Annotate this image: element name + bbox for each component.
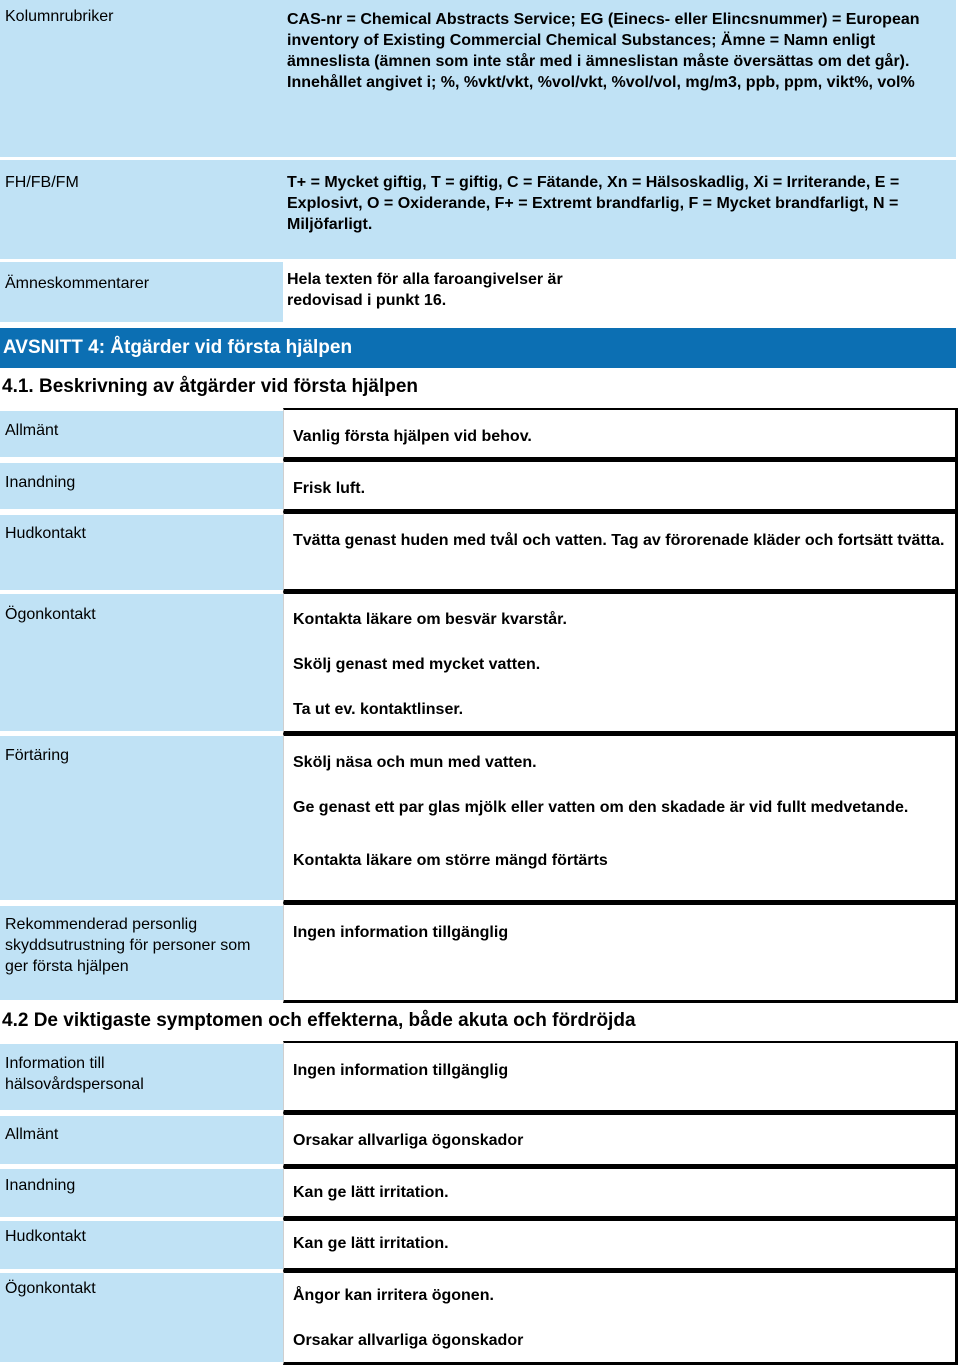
- sub2-row-inandning-line: Kan ge lätt irritation.: [293, 1184, 449, 1201]
- sub2-row-hudkontakt-label: Hudkontakt: [0, 1221, 283, 1269]
- subsection-4-1-title: 4.1. Beskrivning av åtgärder vid första hjälpen: [2, 376, 419, 397]
- section-4-title: AVSNITT 4: Åtgärder vid första hjälpen: [0, 328, 956, 368]
- sub1-row-skyddsutrustning-label: Rekommenderad personlig skyddsutrustning för personer som ger första hjälpen: [0, 906, 283, 1000]
- sub2-row-ogonkontakt-line-1: Ångor kan irritera ögonen.: [293, 1287, 494, 1304]
- sub2-row-information-value: [283, 1041, 958, 1113]
- sub1-row-ogonkontakt-line-3: Ta ut ev. kontaktlinser.: [293, 701, 464, 718]
- sub2-row-information-label: Information till hälsovårdspersonal: [0, 1044, 283, 1110]
- sub1-row-inandning-line: Frisk luft.: [293, 480, 366, 497]
- sub2-row-ogonkontakt-label: Ögonkontakt: [0, 1273, 283, 1362]
- amneskommentarer-label: Ämneskommentarer: [0, 262, 283, 322]
- sub1-row-fortaring-line-1: Skölj näsa och mun med vatten.: [293, 754, 537, 771]
- kolumnrubriker-value: CAS-nr = Chemical Abstracts Service; EG (Einecs- eller Elincsnummer) = European inventory of Existing Commercial Chemical Substances; Ämne = Namn enligt ämneslista (ämnen som inte står med i ämneslistan måste översättas om det går). Innehållet angivet i; %, %vkt/vkt, %vol/vkt, %vol/vol, mg/m3, ppb, ppm, vikt%, vol%: [281, 0, 956, 157]
- fh-fb-fm-label: FH/FB/FM: [0, 160, 283, 259]
- sub1-row-inandning-label: Inandning: [0, 463, 283, 509]
- sub2-row-allmant-value: [283, 1113, 958, 1167]
- sub1-row-allmant-value: [283, 408, 958, 460]
- sub2-row-allmant-line: Orsakar allvarliga ögonskador: [293, 1132, 524, 1149]
- fh-fb-fm-value: T+ = Mycket giftig, T = giftig, C = Fätande, Xn = Hälsoskadlig, Xi = Irriterande, E = Explosivt, O = Oxiderande, F+ = Extremt brandfarlig, F = Mycket brandfarligt, N = Miljöfarligt.: [281, 160, 956, 259]
- sub2-row-hudkontakt-value: [283, 1219, 958, 1271]
- sub1-row-inandning-value: [283, 460, 958, 512]
- sub2-row-inandning-label: Inandning: [0, 1169, 283, 1217]
- sub2-row-hudkontakt-line: Kan ge lätt irritation.: [293, 1235, 449, 1252]
- sub1-row-allmant-label: Allmänt: [0, 411, 283, 457]
- sub1-row-ogonkontakt-line-1: Kontakta läkare om besvär kvarstår.: [293, 611, 567, 628]
- sub2-row-information-line: Ingen information tillgänglig: [293, 1062, 509, 1079]
- sub1-row-fortaring-label: Förtäring: [0, 736, 283, 900]
- subsection-4-2-title: 4.2 De viktigaste symptomen och effekterna, både akuta och fördröjda: [2, 1010, 636, 1031]
- sub2-row-ogonkontakt-line-2: Orsakar allvarliga ögonskador: [293, 1332, 524, 1349]
- sub2-row-allmant-label: Allmänt: [0, 1116, 283, 1164]
- sub1-row-skyddsutrustning-line: Ingen information tillgänglig: [293, 924, 509, 941]
- sub1-row-ogonkontakt-line-2: Skölj genast med mycket vatten.: [293, 656, 541, 673]
- sub1-row-fortaring-line-2: Ge genast ett par glas mjölk eller vatten om den skadade är vid fullt medvetande.: [293, 799, 909, 816]
- kolumnrubriker-label: Kolumnrubriker: [0, 0, 283, 157]
- sub1-row-ogonkontakt-value: [283, 592, 958, 734]
- sub1-row-hudkontakt-label: Hudkontakt: [0, 515, 283, 590]
- amneskommentarer-value: Hela texten för alla faroangivelser är redovisad i punkt 16.: [287, 271, 563, 309]
- sub2-row-ogonkontakt-value: [283, 1271, 958, 1365]
- sub1-row-skyddsutrustning-value: [283, 903, 958, 1003]
- sub2-row-inandning-value: [283, 1167, 958, 1219]
- sub1-row-hudkontakt-line: Tvätta genast huden med tvål och vatten. Tag av förorenade kläder och fortsätt tvätta.: [293, 532, 945, 549]
- sub1-row-allmant-line: Vanlig första hjälpen vid behov.: [293, 428, 532, 445]
- sub1-row-hudkontakt-value: [283, 512, 958, 592]
- sub1-row-fortaring-value: [283, 734, 958, 903]
- sub1-row-ogonkontakt-label: Ögonkontakt: [0, 594, 283, 731]
- sub1-row-fortaring-line-3: Kontakta läkare om större mängd förtärts: [293, 852, 608, 869]
